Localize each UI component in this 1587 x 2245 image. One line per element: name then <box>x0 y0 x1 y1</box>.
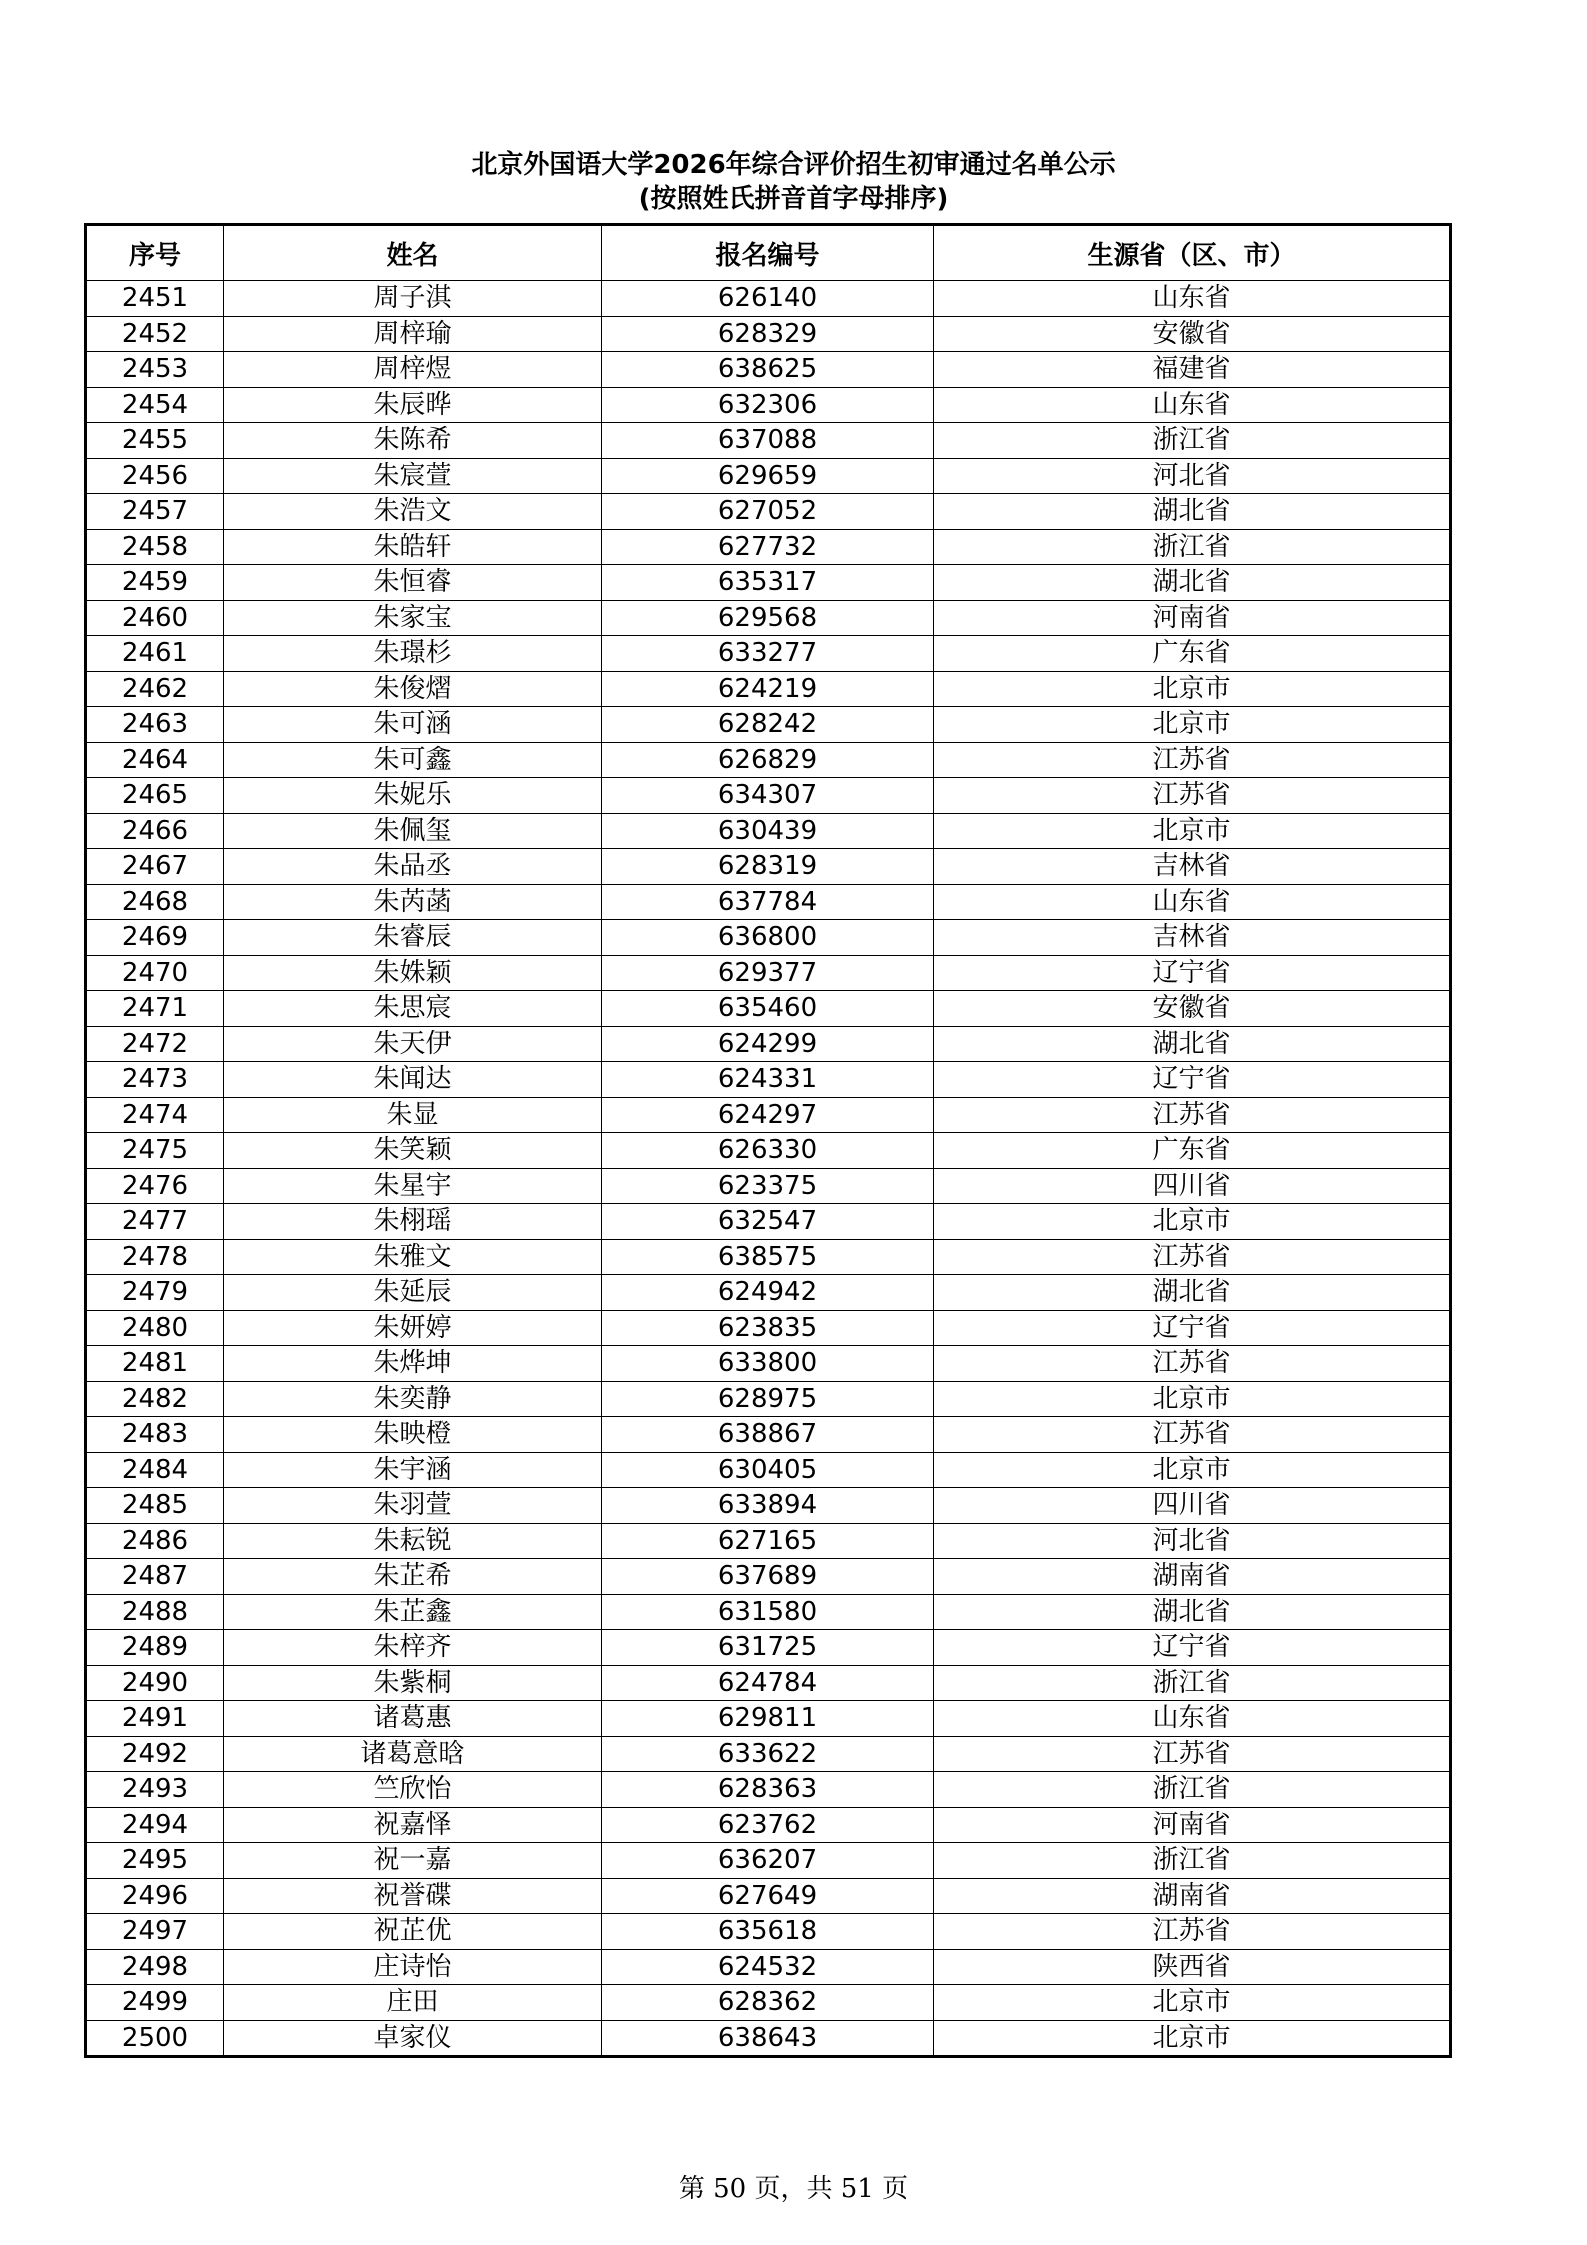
cell-name: 朱璟杉 <box>224 636 602 672</box>
cell-registration-number: 627732 <box>602 529 934 565</box>
cell-name: 朱妮乐 <box>224 778 602 814</box>
cell-province: 北京市 <box>934 671 1451 707</box>
cell-name: 朱天伊 <box>224 1026 602 1062</box>
cell-registration-number: 631725 <box>602 1630 934 1666</box>
cell-registration-number: 624299 <box>602 1026 934 1062</box>
cell-registration-number: 623375 <box>602 1168 934 1204</box>
table-row <box>86 1523 1451 1559</box>
table-row <box>86 352 1451 388</box>
cell-province: 安徽省 <box>934 991 1451 1027</box>
cell-index: 2492 <box>86 1736 224 1772</box>
table-row <box>86 1949 1451 1985</box>
cell-name: 诸葛意晗 <box>224 1736 602 1772</box>
cell-index: 2473 <box>86 1062 224 1098</box>
page-footer: 第 50 页，共 51 页 <box>678 2174 909 2204</box>
cell-province: 山东省 <box>934 281 1451 317</box>
cell-index: 2471 <box>86 991 224 1027</box>
cell-province: 浙江省 <box>934 423 1451 459</box>
cell-registration-number: 626140 <box>602 281 934 317</box>
cell-province: 湖南省 <box>934 1559 1451 1595</box>
cell-name: 朱烨坤 <box>224 1346 602 1382</box>
cell-name: 朱栩瑶 <box>224 1204 602 1240</box>
cell-registration-number: 638625 <box>602 352 934 388</box>
cell-province: 浙江省 <box>934 529 1451 565</box>
cell-name: 朱俊熠 <box>224 671 602 707</box>
cell-name: 朱延辰 <box>224 1275 602 1311</box>
cell-province: 江苏省 <box>934 1097 1451 1133</box>
cell-registration-number: 633800 <box>602 1346 934 1382</box>
table-row <box>86 1736 1451 1772</box>
cell-province: 河北省 <box>934 458 1451 494</box>
cell-province: 北京市 <box>934 1985 1451 2021</box>
cell-index: 2491 <box>86 1701 224 1737</box>
cell-index: 2482 <box>86 1381 224 1417</box>
cell-index: 2472 <box>86 1026 224 1062</box>
cell-index: 2463 <box>86 707 224 743</box>
table-row <box>86 600 1451 636</box>
cell-index: 2451 <box>86 281 224 317</box>
table-row <box>86 742 1451 778</box>
table-row <box>86 1417 1451 1453</box>
cell-province: 四川省 <box>934 1168 1451 1204</box>
cell-registration-number: 632547 <box>602 1204 934 1240</box>
cell-name: 朱宇涵 <box>224 1452 602 1488</box>
cell-registration-number: 632306 <box>602 387 934 423</box>
cell-name: 庄田 <box>224 1985 602 2021</box>
cell-index: 2456 <box>86 458 224 494</box>
cell-registration-number: 627052 <box>602 494 934 530</box>
cell-name: 竺欣怡 <box>224 1772 602 1808</box>
cell-registration-number: 628319 <box>602 849 934 885</box>
cell-index: 2458 <box>86 529 224 565</box>
cell-registration-number: 631580 <box>602 1594 934 1630</box>
cell-name: 朱芷鑫 <box>224 1594 602 1630</box>
cell-name: 朱雅文 <box>224 1239 602 1275</box>
cell-province: 河北省 <box>934 1523 1451 1559</box>
cell-name: 朱星宇 <box>224 1168 602 1204</box>
cell-registration-number: 626330 <box>602 1133 934 1169</box>
table-header-row <box>86 225 1451 281</box>
table-row <box>86 1452 1451 1488</box>
cell-registration-number: 633277 <box>602 636 934 672</box>
cell-registration-number: 630405 <box>602 1452 934 1488</box>
cell-index: 2476 <box>86 1168 224 1204</box>
cell-province: 江苏省 <box>934 1239 1451 1275</box>
table-body <box>86 281 1451 2057</box>
cell-name: 周梓瑜 <box>224 316 602 352</box>
cell-province: 湖北省 <box>934 1275 1451 1311</box>
cell-registration-number: 624784 <box>602 1665 934 1701</box>
cell-name: 朱恒睿 <box>224 565 602 601</box>
cell-name: 卓家仪 <box>224 2020 602 2057</box>
table-row <box>86 1239 1451 1275</box>
cell-name: 朱芮菡 <box>224 884 602 920</box>
cell-name: 朱梓齐 <box>224 1630 602 1666</box>
cell-index: 2468 <box>86 884 224 920</box>
table-row <box>86 707 1451 743</box>
cell-name: 诸葛惠 <box>224 1701 602 1737</box>
table-row <box>86 1559 1451 1595</box>
cell-province: 山东省 <box>934 884 1451 920</box>
cell-province: 辽宁省 <box>934 1310 1451 1346</box>
cell-province: 江苏省 <box>934 1736 1451 1772</box>
cell-registration-number: 624942 <box>602 1275 934 1311</box>
table-row <box>86 636 1451 672</box>
table-row <box>86 494 1451 530</box>
table-row <box>86 1133 1451 1169</box>
cell-registration-number: 638643 <box>602 2020 934 2057</box>
cell-province: 江苏省 <box>934 1914 1451 1950</box>
cell-index: 2478 <box>86 1239 224 1275</box>
cell-registration-number: 624219 <box>602 671 934 707</box>
table-row <box>86 423 1451 459</box>
cell-name: 朱映橙 <box>224 1417 602 1453</box>
cell-index: 2455 <box>86 423 224 459</box>
cell-registration-number: 629568 <box>602 600 934 636</box>
cell-index: 2475 <box>86 1133 224 1169</box>
cell-name: 祝芷优 <box>224 1914 602 1950</box>
table-row <box>86 1275 1451 1311</box>
cell-registration-number: 623835 <box>602 1310 934 1346</box>
cell-registration-number: 637784 <box>602 884 934 920</box>
cell-name: 朱显 <box>224 1097 602 1133</box>
cell-registration-number: 629377 <box>602 955 934 991</box>
cell-index: 2496 <box>86 1878 224 1914</box>
table-row <box>86 849 1451 885</box>
table-row <box>86 458 1451 494</box>
cell-registration-number: 635317 <box>602 565 934 601</box>
cell-registration-number: 628975 <box>602 1381 934 1417</box>
table-row <box>86 387 1451 423</box>
cell-province: 吉林省 <box>934 849 1451 885</box>
cell-province: 广东省 <box>934 636 1451 672</box>
cell-name: 朱佩玺 <box>224 813 602 849</box>
cell-registration-number: 629811 <box>602 1701 934 1737</box>
cell-name: 祝一嘉 <box>224 1843 602 1879</box>
cell-province: 湖南省 <box>934 1878 1451 1914</box>
cell-name: 朱可涵 <box>224 707 602 743</box>
cell-index: 2460 <box>86 600 224 636</box>
cell-registration-number: 628242 <box>602 707 934 743</box>
cell-index: 2470 <box>86 955 224 991</box>
cell-name: 朱宸萱 <box>224 458 602 494</box>
cell-name: 周梓煜 <box>224 352 602 388</box>
cell-registration-number: 636800 <box>602 920 934 956</box>
cell-province: 北京市 <box>934 1204 1451 1240</box>
cell-index: 2489 <box>86 1630 224 1666</box>
cell-province: 北京市 <box>934 2020 1451 2057</box>
cell-index: 2479 <box>86 1275 224 1311</box>
cell-registration-number: 635460 <box>602 991 934 1027</box>
document-subtitle: (按照姓氏拼音首字母排序) <box>638 184 949 214</box>
cell-index: 2467 <box>86 849 224 885</box>
cell-registration-number: 627649 <box>602 1878 934 1914</box>
table-row <box>86 1346 1451 1382</box>
cell-registration-number: 637689 <box>602 1559 934 1595</box>
cell-name: 朱皓轩 <box>224 529 602 565</box>
cell-index: 2498 <box>86 1949 224 1985</box>
column-header-name: 姓名 <box>224 225 602 281</box>
cell-name: 朱可鑫 <box>224 742 602 778</box>
table-row <box>86 778 1451 814</box>
cell-index: 2454 <box>86 387 224 423</box>
column-header-registration-number: 报名编号 <box>602 225 934 281</box>
cell-province: 浙江省 <box>934 1843 1451 1879</box>
cell-index: 2453 <box>86 352 224 388</box>
cell-name: 朱睿辰 <box>224 920 602 956</box>
cell-name: 朱奕静 <box>224 1381 602 1417</box>
cell-name: 朱紫桐 <box>224 1665 602 1701</box>
cell-registration-number: 627165 <box>602 1523 934 1559</box>
cell-registration-number: 633894 <box>602 1488 934 1524</box>
cell-province: 安徽省 <box>934 316 1451 352</box>
cell-registration-number: 624297 <box>602 1097 934 1133</box>
cell-province: 江苏省 <box>934 778 1451 814</box>
cell-index: 2457 <box>86 494 224 530</box>
cell-index: 2493 <box>86 1772 224 1808</box>
table-row <box>86 955 1451 991</box>
cell-name: 朱陈希 <box>224 423 602 459</box>
cell-province: 湖北省 <box>934 494 1451 530</box>
cell-index: 2488 <box>86 1594 224 1630</box>
table-row <box>86 1630 1451 1666</box>
cell-province: 浙江省 <box>934 1772 1451 1808</box>
cell-index: 2499 <box>86 1985 224 2021</box>
cell-province: 辽宁省 <box>934 1630 1451 1666</box>
cell-name: 朱羽萱 <box>224 1488 602 1524</box>
table-row <box>86 1878 1451 1914</box>
cell-index: 2487 <box>86 1559 224 1595</box>
column-header-index: 序号 <box>86 225 224 281</box>
cell-registration-number: 635618 <box>602 1914 934 1950</box>
cell-registration-number: 626829 <box>602 742 934 778</box>
table-row <box>86 920 1451 956</box>
cell-province: 四川省 <box>934 1488 1451 1524</box>
cell-index: 2483 <box>86 1417 224 1453</box>
table-row <box>86 1168 1451 1204</box>
cell-province: 北京市 <box>934 1381 1451 1417</box>
cell-name: 庄诗怡 <box>224 1949 602 1985</box>
cell-name: 周子淇 <box>224 281 602 317</box>
cell-registration-number: 638575 <box>602 1239 934 1275</box>
cell-name: 祝誉碟 <box>224 1878 602 1914</box>
cell-index: 2461 <box>86 636 224 672</box>
cell-registration-number: 636207 <box>602 1843 934 1879</box>
table-row <box>86 1488 1451 1524</box>
cell-province: 河南省 <box>934 1807 1451 1843</box>
cell-province: 湖北省 <box>934 565 1451 601</box>
cell-index: 2452 <box>86 316 224 352</box>
cell-province: 江苏省 <box>934 1417 1451 1453</box>
cell-registration-number: 634307 <box>602 778 934 814</box>
cell-index: 2495 <box>86 1843 224 1879</box>
cell-name: 朱妍婷 <box>224 1310 602 1346</box>
table-row <box>86 281 1451 317</box>
table-row <box>86 1985 1451 2021</box>
table-row <box>86 316 1451 352</box>
cell-index: 2484 <box>86 1452 224 1488</box>
cell-name: 朱品丞 <box>224 849 602 885</box>
admission-list-table <box>84 223 1452 2058</box>
table-row <box>86 884 1451 920</box>
cell-index: 2477 <box>86 1204 224 1240</box>
cell-index: 2500 <box>86 2020 224 2057</box>
cell-registration-number: 630439 <box>602 813 934 849</box>
cell-name: 朱耘锐 <box>224 1523 602 1559</box>
cell-name: 朱家宝 <box>224 600 602 636</box>
cell-province: 山东省 <box>934 1701 1451 1737</box>
cell-index: 2466 <box>86 813 224 849</box>
table-row <box>86 1843 1451 1879</box>
cell-province: 北京市 <box>934 1452 1451 1488</box>
cell-index: 2459 <box>86 565 224 601</box>
table-row <box>86 1594 1451 1630</box>
cell-province: 吉林省 <box>934 920 1451 956</box>
cell-registration-number: 629659 <box>602 458 934 494</box>
cell-index: 2474 <box>86 1097 224 1133</box>
cell-index: 2469 <box>86 920 224 956</box>
cell-province: 广东省 <box>934 1133 1451 1169</box>
table-row <box>86 1381 1451 1417</box>
cell-name: 朱思宸 <box>224 991 602 1027</box>
document-title: 北京外国语大学2026年综合评价招生初审通过名单公示 <box>471 150 1116 180</box>
table-row <box>86 813 1451 849</box>
cell-registration-number: 633622 <box>602 1736 934 1772</box>
table-row <box>86 1807 1451 1843</box>
cell-province: 江苏省 <box>934 1346 1451 1382</box>
table-row <box>86 2020 1451 2057</box>
cell-registration-number: 624532 <box>602 1949 934 1985</box>
cell-index: 2462 <box>86 671 224 707</box>
cell-index: 2490 <box>86 1665 224 1701</box>
cell-name: 祝嘉怿 <box>224 1807 602 1843</box>
cell-province: 北京市 <box>934 707 1451 743</box>
cell-province: 辽宁省 <box>934 955 1451 991</box>
cell-province: 陕西省 <box>934 1949 1451 1985</box>
cell-province: 北京市 <box>934 813 1451 849</box>
table-row <box>86 529 1451 565</box>
cell-index: 2465 <box>86 778 224 814</box>
cell-registration-number: 628362 <box>602 1985 934 2021</box>
cell-name: 朱浩文 <box>224 494 602 530</box>
cell-province: 湖北省 <box>934 1594 1451 1630</box>
table-row <box>86 1062 1451 1098</box>
cell-index: 2480 <box>86 1310 224 1346</box>
cell-registration-number: 628329 <box>602 316 934 352</box>
cell-province: 福建省 <box>934 352 1451 388</box>
cell-province: 江苏省 <box>934 742 1451 778</box>
cell-province: 湖北省 <box>934 1026 1451 1062</box>
cell-province: 辽宁省 <box>934 1062 1451 1098</box>
cell-registration-number: 637088 <box>602 423 934 459</box>
table-row <box>86 1665 1451 1701</box>
cell-registration-number: 624331 <box>602 1062 934 1098</box>
table-row <box>86 1914 1451 1950</box>
table-row <box>86 1310 1451 1346</box>
table-row <box>86 1772 1451 1808</box>
table-row <box>86 565 1451 601</box>
cell-index: 2485 <box>86 1488 224 1524</box>
table-row <box>86 991 1451 1027</box>
cell-province: 河南省 <box>934 600 1451 636</box>
cell-name: 朱辰晔 <box>224 387 602 423</box>
table-row <box>86 1097 1451 1133</box>
column-header-province: 生源省（区、市） <box>934 225 1451 281</box>
cell-registration-number: 623762 <box>602 1807 934 1843</box>
cell-index: 2497 <box>86 1914 224 1950</box>
cell-index: 2481 <box>86 1346 224 1382</box>
table-row <box>86 1701 1451 1737</box>
cell-name: 朱姝颖 <box>224 955 602 991</box>
cell-index: 2494 <box>86 1807 224 1843</box>
table-row <box>86 1026 1451 1062</box>
cell-province: 浙江省 <box>934 1665 1451 1701</box>
cell-index: 2464 <box>86 742 224 778</box>
table-row <box>86 671 1451 707</box>
cell-name: 朱芷希 <box>224 1559 602 1595</box>
table-row <box>86 1204 1451 1240</box>
cell-registration-number: 638867 <box>602 1417 934 1453</box>
cell-name: 朱闻达 <box>224 1062 602 1098</box>
cell-index: 2486 <box>86 1523 224 1559</box>
cell-province: 山东省 <box>934 387 1451 423</box>
cell-name: 朱笑颖 <box>224 1133 602 1169</box>
cell-registration-number: 628363 <box>602 1772 934 1808</box>
